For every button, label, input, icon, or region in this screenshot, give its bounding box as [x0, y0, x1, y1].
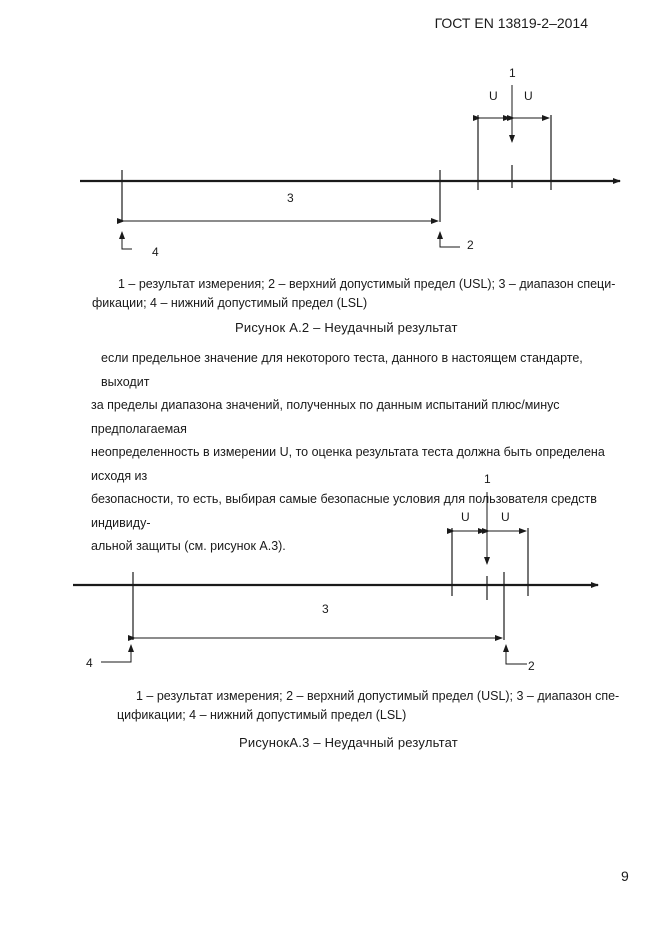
figure-a3-title: РисунокА.3 – Неудачный результат — [239, 735, 458, 750]
paragraph-line: если предельное значение для некоторого теста, данного в настоящем стандарте, выходит — [101, 351, 583, 389]
legend-line: 1 – результат измерения; 2 – верхний допустимый предел (USL); 3 – диапазон специ- — [118, 277, 616, 291]
page-number: 9 — [621, 868, 629, 884]
figure-a2-legend — [92, 275, 630, 313]
paragraph-line: альной защиты (см. рисунок А.3). — [91, 539, 286, 553]
label-2: 2 — [528, 659, 535, 673]
label-3: 3 — [322, 602, 329, 616]
label-4: 4 — [86, 656, 93, 670]
label-4: 4 — [152, 245, 159, 259]
lsl-leader — [122, 232, 132, 249]
figure-a3-diagram — [0, 468, 661, 678]
usl-leader — [440, 232, 460, 247]
label-3: 3 — [287, 191, 294, 205]
label-2: 2 — [467, 238, 474, 252]
lsl-leader — [101, 645, 131, 662]
paragraph-line: за пределы диапазона значений, полученных по данным испытаний плюс/минус предполагаемая — [91, 398, 560, 436]
label-1: 1 — [509, 66, 516, 80]
paragraph-line: неопределенность в измерении U, то оценка результата теста должна быть определена исходя из — [91, 445, 605, 483]
legend-line: цификации; 4 – нижний допустимый предел (LSL) — [117, 708, 407, 722]
label-u-right: U — [524, 89, 533, 103]
label-u-right: U — [501, 510, 510, 524]
label-1: 1 — [484, 472, 491, 486]
label-u-left: U — [489, 89, 498, 103]
figure-a3-legend — [117, 687, 626, 725]
figure-a2-diagram — [0, 55, 661, 260]
document-code: ГОСТ EN 13819-2–2014 — [434, 15, 588, 31]
figure-a2-title: Рисунок А.2 – Неудачный результат — [235, 320, 458, 335]
legend-line: 1 – результат измерения; 2 – верхний допустимый предел (USL); 3 – диапазон спе- — [136, 689, 620, 703]
paragraph-line: безопасности, то есть, выбирая самые безопасные условия для пользователя средств индивиду- — [91, 492, 597, 530]
label-u-left: U — [461, 510, 470, 524]
legend-line: фикации; 4 – нижний допустимый предел (LSL) — [92, 296, 368, 310]
usl-leader — [506, 645, 527, 664]
